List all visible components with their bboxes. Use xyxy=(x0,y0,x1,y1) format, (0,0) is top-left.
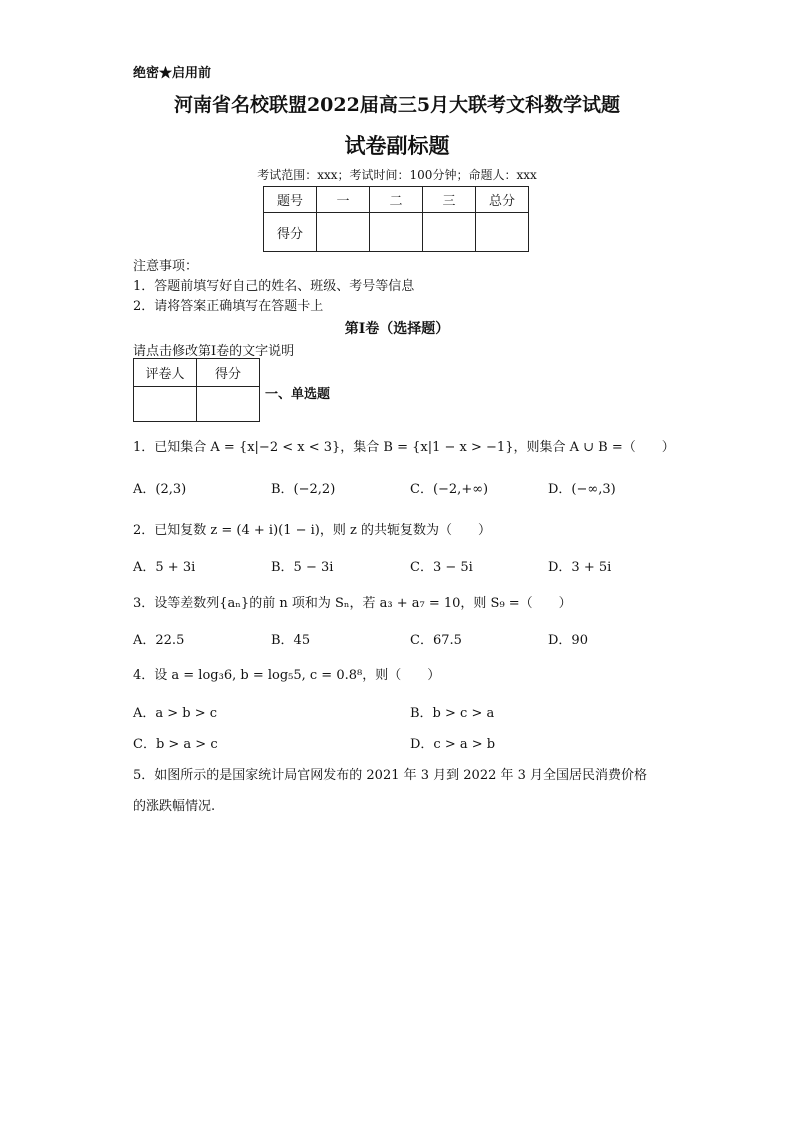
grader-table-row xyxy=(134,387,260,422)
score-cell xyxy=(423,213,476,252)
question-3-option-a: A．22.5 xyxy=(133,633,185,648)
grader-cell xyxy=(197,387,260,422)
score-table xyxy=(263,186,529,252)
question-1-stem: 1．已知集合 A = {x|−2 < x < 3}，集合 B = {x|1 − x > −1}，则集合 A ∪ B =（ ） xyxy=(133,440,675,455)
question-5-stem-line-1: 5．如图所示的是国家统计局官网发布的 2021 年 3 月到 2022 年 3 月全国居民消费价格 xyxy=(133,768,648,783)
question-1-option-b: B．(−2,2) xyxy=(271,482,336,497)
score-table-header-row xyxy=(264,187,529,213)
grader-cell xyxy=(134,387,197,422)
score-cell xyxy=(370,213,423,252)
question-4-option-a: A．a > b > c xyxy=(133,706,218,721)
note-item: 1．答题前填写好自己的姓名、班级、考号等信息 xyxy=(133,279,415,294)
question-3-option-d: D．90 xyxy=(548,633,588,648)
question-4-stem: 4．设 a = log₃6, b = log₅5, c = 0.8⁸，则（ ） xyxy=(133,668,441,683)
question-4-option-d: D．c > a > b xyxy=(410,737,496,752)
exam-subtitle: 试卷副标题 xyxy=(344,133,450,158)
score-table-score-row xyxy=(264,213,529,252)
question-2-option-d: D．3 + 5i xyxy=(548,560,612,575)
score-table-header: 二 xyxy=(370,187,423,213)
question-1-option-c: C．(−2,+∞) xyxy=(410,482,489,497)
grader-table-header: 得分 xyxy=(197,359,260,387)
question-1-option-a: A．(2,3) xyxy=(133,482,187,497)
score-cell xyxy=(317,213,370,252)
question-3-option-b: B．45 xyxy=(271,633,311,648)
score-table-header: 三 xyxy=(423,187,476,213)
question-3-option-c: C．67.5 xyxy=(410,633,462,648)
score-cell xyxy=(476,213,529,252)
part1-title: 第I卷（选择题） xyxy=(344,321,450,337)
grader-table-header: 评卷人 xyxy=(134,359,197,387)
score-table-header: 总分 xyxy=(476,187,529,213)
confidential-label: 绝密★启用前 xyxy=(133,66,212,81)
score-table-header: 一 xyxy=(317,187,370,213)
notes-title: 注意事项： xyxy=(133,259,199,274)
question-4-option-b: B．b > c > a xyxy=(410,706,495,721)
question-3-stem: 3．设等差数列{aₙ}的前 n 项和为 Sₙ，若 a₃ + a₇ = 10，则 S₉ =（ ） xyxy=(133,596,572,611)
grader-table xyxy=(133,358,260,422)
exam-title: 河南省名校联盟2022届高三5月大联考文科数学试题 xyxy=(173,94,621,116)
question-2-option-b: B．5 − 3i xyxy=(271,560,334,575)
question-2-option-a: A．5 + 3i xyxy=(133,560,196,575)
question-2-option-c: C．3 − 5i xyxy=(410,560,473,575)
section-title: 一、单选题 xyxy=(265,387,331,402)
grader-table-header-row xyxy=(134,359,260,387)
score-table-header: 题号 xyxy=(264,187,317,213)
exam-info: 考试范围：xxx；考试时间：100分钟；命题人：xxx xyxy=(257,168,537,182)
question-5-stem-line-2: 的涨跌幅情况. xyxy=(133,799,216,814)
score-row-label: 得分 xyxy=(264,213,317,252)
question-4-option-c: C．b > a > c xyxy=(133,737,218,752)
question-1-option-d: D．(−∞,3) xyxy=(548,482,616,497)
notes-block xyxy=(133,257,414,317)
question-2-stem: 2．已知复数 z = (4 + i)(1 − i)，则 z 的共轭复数为（ ） xyxy=(133,523,491,538)
part1-description[interactable]: 请点击修改第I卷的文字说明 xyxy=(133,344,295,359)
note-item: 2．请将答案正确填写在答题卡上 xyxy=(133,299,324,314)
